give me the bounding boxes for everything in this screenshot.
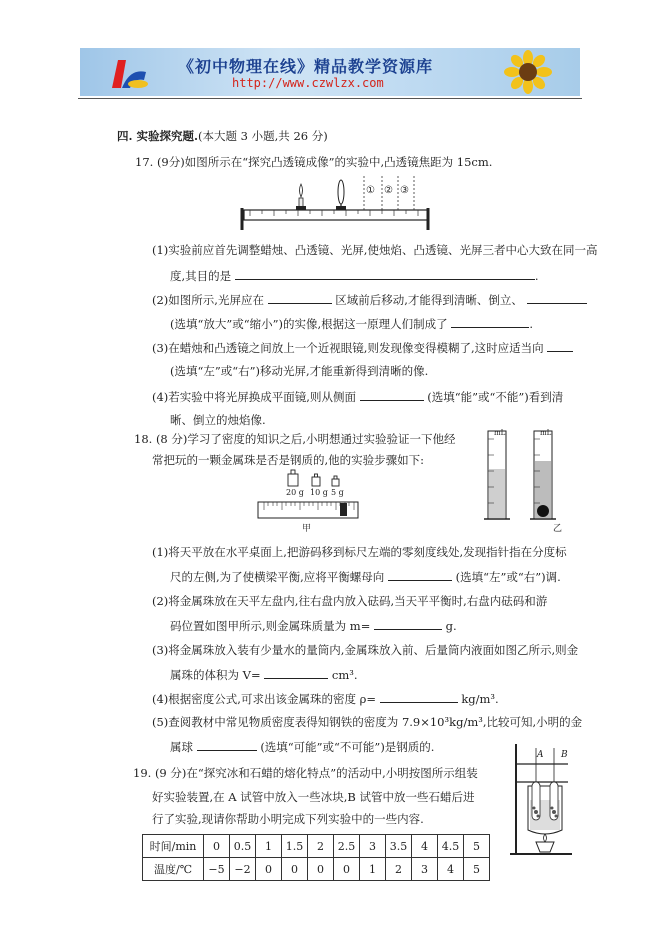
site-logo [108,54,150,90]
table-cell: 5 [464,858,490,881]
q19-stem-line1: 19. (9 分)在“探究冰和石蜡的熔化特点”的活动中,小明按图所示组装 [133,766,478,780]
table-cell: 3 [360,835,386,858]
table-cell: 2.5 [334,835,360,858]
table-cell: 1 [360,858,386,881]
table-cell: 0 [308,858,334,881]
q17-p2-line2: (选填“放大”或“缩小”)的实像,根据这一原理人们制成了 . [170,317,533,331]
table-cell: 1 [256,835,282,858]
section-note: (本大题 3 小题,共 26 分) [198,129,328,143]
q17-p1-blank[interactable] [235,268,535,280]
figure-label-jia: 甲 [302,524,312,534]
q18-p3-text-c: cm³. [331,668,358,682]
q18-p3-blank[interactable] [264,667,328,679]
q17-p2-text-c: (选填“放大”或“缩小”)的实像,根据这一原理人们制成了 [170,317,448,331]
q18-p1-line1: (1)将天平放在水平桌面上,把游码移到标尺左端的零刻度线处,发现指针指在分度标 [152,545,567,559]
q18-p2-blank[interactable] [374,618,442,630]
table-cell: 2 [386,858,412,881]
table-cell: 0 [256,858,282,881]
q18-p5-line2 [170,739,434,754]
q17-p4-text-b: (选填“能”或“不能”)看到清 [427,390,564,404]
temperature-table [142,834,490,881]
q18-p5-text-c: (选填“可能”或“不可能”)是钢质的. [260,740,435,754]
q18-p5-text-b: 属球 [170,740,193,754]
q18-p3-text-b: 属珠的体积为 V= [170,668,261,682]
table-cell: 4 [438,858,464,881]
q18-p4-text-b: kg/m³. [461,692,499,706]
q17-p3-text-a: (3)在蜡烛和凸透镜之间放上一个近视眼镜,则发现像变得模糊了,这时应适当向 [152,341,544,355]
q17-p4-blank[interactable] [360,389,424,401]
region-label-2: ② [384,185,393,196]
q18-p2-line1: (2)将金属珠放在天平左盘内,往右盘内放入砝码,当天平平衡时,右盘内砝码和游 [152,594,548,608]
q17-p4-text-a: (4)若实验中将光屏换成平面镜,则从侧面 [152,390,356,404]
q17-p1-text: 度,其目的是 [170,269,232,283]
optical-bench-figure [238,170,434,234]
cylinder1-unit: mL [494,429,506,437]
header-title: 《初中物理在线》精品教学资源库 [178,57,434,76]
q18-p4-text-a: (4)根据密度公式,可求出该金属珠的密度 ρ= [152,692,376,706]
q18-p3-line1: (3)将金属珠放入装有少量水的量筒内,金属珠放入前、后量筒内液面如图乙所示,则金 [152,643,579,657]
q17-stem: 17. (9分)如图所示在“探究凸透镜成像”的实验中,凸透镜焦距为 15cm. [135,155,493,169]
table-cell: −5 [204,858,230,881]
q18-p5-line1: (5)查阅教材中常见物质密度表得知钢铁的密度为 7.9×10³kg/m³,比较可知,小明的金 [152,715,583,729]
table-cell: 5 [464,835,490,858]
table-cell: 0.5 [230,835,256,858]
q18-p2-text-b: 码位置如图甲所示,则金属珠质量为 m= [170,619,371,633]
tube-label-a: A [537,750,544,760]
header-url[interactable]: http://www.czwlzx.com [232,76,384,90]
table-head-temperature: 温度/℃ [143,858,204,881]
q17-p2-line1 [152,292,587,307]
table-cell: 2 [308,835,334,858]
q18-p1-blank[interactable] [388,569,452,581]
q18-p3-line2 [170,667,358,682]
q19-stem-line3: 行了实验,现请你帮助小明完成下列实验中的一些内容. [152,812,424,826]
q17-p4-line1 [152,389,563,404]
region-label-1: ① [366,185,375,196]
table-row-temperature [143,858,490,881]
q18-p1-line2 [170,569,561,584]
q17-p2-blank-size[interactable] [527,292,587,304]
table-cell: 1.5 [282,835,308,858]
table-cell: 0 [334,858,360,881]
q17-p2-text-a: (2)如图所示,光屏应在 [152,293,264,307]
rider-scale-figure [256,500,362,522]
table-row-time [143,835,490,858]
table-cell: 4.5 [438,835,464,858]
q18-p2-text-c: g. [445,619,457,633]
q17-p2-text-b: 区域前后移动,才能得到清晰、倒立、 [335,293,523,307]
sunflower-icon [500,50,556,94]
table-cell: 0 [282,858,308,881]
q17-p3-line1 [152,340,573,355]
table-cell: −2 [230,858,256,881]
figure-label-yi: 乙 [553,524,563,534]
header-divider [78,98,582,99]
q18-stem-line1: 18. (8 分)学习了密度的知识之后,小明想通过实验验证一下他经 [134,432,456,446]
table-head-time: 时间/min [143,835,204,858]
table-cell: 4 [412,835,438,858]
weight-label-10g: 10 g [310,488,328,497]
q18-p2-line2 [170,618,457,633]
table-cell: 0 [204,835,230,858]
q17-p2-blank-region[interactable] [268,292,332,304]
q18-p1-text-b: 尺的左侧,为了使横梁平衡,应将平衡螺母向 [170,570,385,584]
q18-p4-line [152,691,499,706]
q17-p1-line1: (1)实验前应首先调整蜡烛、凸透镜、光屏,使烛焰、凸透镜、光屏三者中心大致在同一高 [152,243,598,257]
graduated-cylinders-figure [482,425,570,525]
section-heading: 四. 实验探究题. [117,129,199,143]
tube-label-b: B [561,750,568,760]
q18-p4-blank[interactable] [380,691,458,703]
weight-label-20g: 20 g [286,488,304,497]
table-cell: 3 [412,858,438,881]
q18-p5-blank[interactable] [197,739,257,751]
q18-p1-text-c: (选填“左”或“右”)调. [455,570,561,584]
cylinder2-unit: mL [540,429,552,437]
q18-stem-line2: 常把玩的一颗金属珠是否是钢质的,他的实验步骤如下: [152,453,425,467]
q19-stem-line2: 好实验装置,在 A 试管中放入一些冰块,B 试管中放一些石蜡后进 [152,790,475,804]
table-cell: 3.5 [386,835,412,858]
section-title [117,129,328,143]
q17-p1-line2: 度,其目的是 . [170,269,539,283]
q17-p2-blank-device[interactable] [451,316,529,328]
q17-p3-blank-direction[interactable] [547,340,573,352]
weight-label-5g: 5 g [331,488,344,497]
q17-p4-line2: 晰、倒立的烛焰像. [170,413,266,427]
region-label-3: ③ [400,185,409,196]
q17-p3-line2: (选填“左”或“右”)移动光屏,才能重新得到清晰的像. [170,364,429,378]
